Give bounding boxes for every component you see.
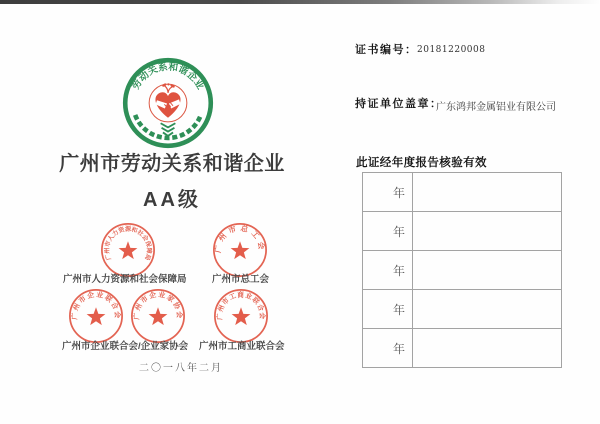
- year-cell: 年: [363, 251, 413, 289]
- seal-enterprise-federation-icon: [67, 287, 125, 345]
- blank-cell: [413, 251, 561, 289]
- seal-entrepreneurs-association-icon: [129, 287, 187, 345]
- seal-star: [232, 307, 251, 325]
- year-cell: 年: [363, 173, 413, 211]
- svg-text:广州市工商业联合会: 广州市工商业联合会: [216, 291, 266, 320]
- issuer-label-industry-commerce: 广州市工商业联合会: [199, 341, 285, 352]
- emblem-chevrons: [161, 123, 176, 136]
- seal-star: [87, 307, 106, 325]
- svg-text:广州市人力资源和社会保障局: 广州市人力资源和社会保障局: [103, 225, 153, 262]
- blank-cell: [413, 329, 561, 367]
- seal-industry-commerce-federation-icon: [212, 287, 270, 345]
- issuer-label-enterprise-federation: 广州市企业联合会/企业家协会: [62, 341, 189, 352]
- certificate-title: 广州市劳动关系和谐企业: [59, 153, 285, 175]
- svg-text:广州市总工会: 广州市总工会: [213, 223, 267, 254]
- year-cell: 年: [363, 212, 413, 250]
- seal-star: [119, 241, 138, 259]
- harmony-enterprise-emblem-icon: [122, 57, 214, 149]
- blank-cell: [413, 290, 561, 328]
- issue-date: 二〇一八年二月: [139, 363, 223, 374]
- year-cell: 年: [363, 290, 413, 328]
- certificate-number-label: 证书编号：: [355, 44, 418, 56]
- certificate-grade: AA级: [143, 189, 201, 211]
- table-row: [363, 212, 561, 251]
- svg-text:广州市企业联合会: 广州市企业联合会: [71, 291, 121, 320]
- scan-edge-artifact: [0, 0, 600, 4]
- certificate-number-value: 20181220008: [417, 45, 486, 55]
- table-row: [363, 329, 561, 367]
- issuer-label-human-resources-bureau: 广州市人力资源和社会保障局: [63, 274, 187, 285]
- table-row: [363, 173, 561, 212]
- seal-star: [149, 307, 168, 325]
- table-row: [363, 251, 561, 290]
- blank-cell: [413, 173, 561, 211]
- emblem-arc-text: 劳动关系和谐企业: [130, 61, 206, 92]
- holder-company-name: 广东鸿邦金属铝业有限公司: [436, 102, 556, 113]
- holder-seal-label: 持证单位盖章：: [355, 98, 443, 110]
- annual-verification-table: [362, 172, 562, 368]
- table-row: [363, 290, 561, 329]
- seal-star: [231, 241, 250, 259]
- annual-verification-note: 此证经年度报告核验有效: [356, 157, 487, 169]
- svg-text:广州市企业家协会: 广州市企业家协会: [133, 291, 183, 320]
- issuer-label-trade-unions: 广州市总工会: [212, 274, 270, 285]
- year-cell: 年: [363, 329, 413, 367]
- blank-cell: [413, 212, 561, 250]
